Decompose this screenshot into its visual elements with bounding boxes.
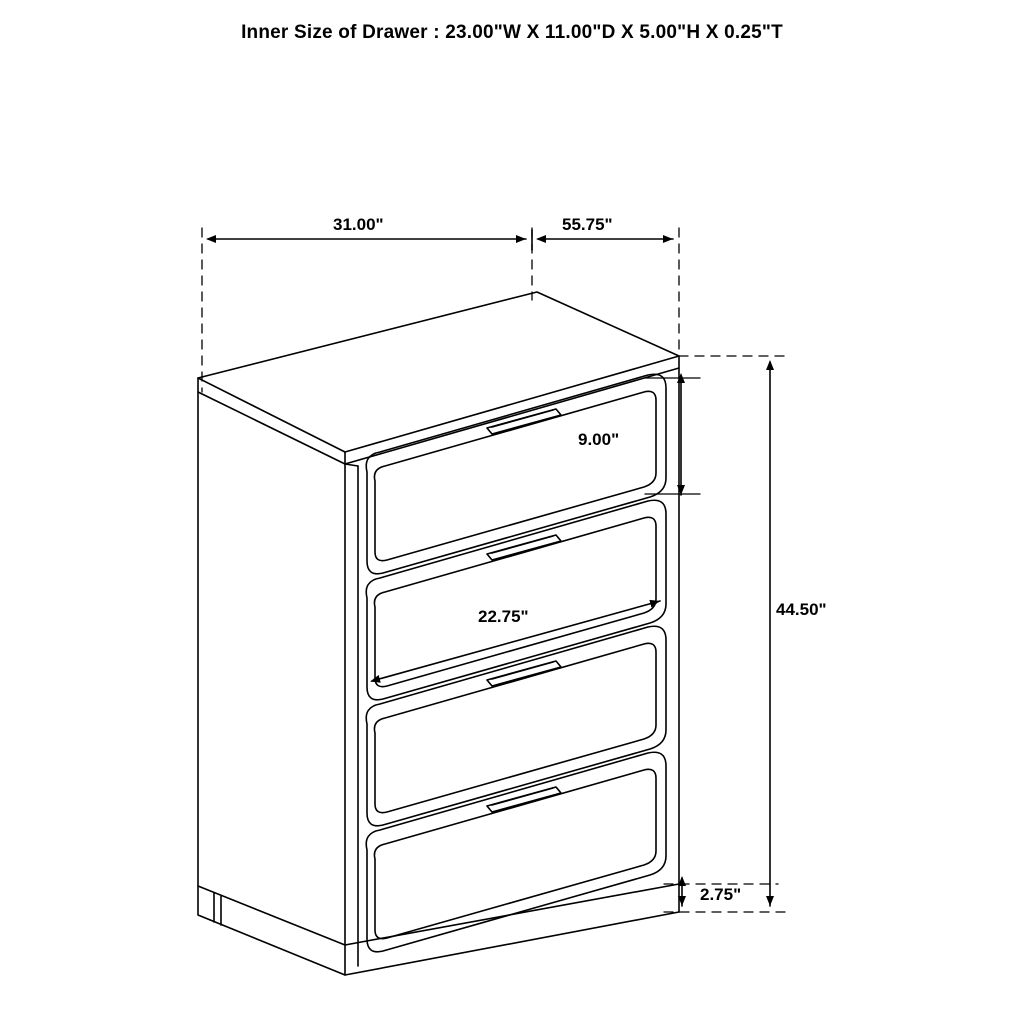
dim-label-drawer-width: 22.75" xyxy=(478,607,529,626)
dim-label-width-front: 31.00" xyxy=(333,215,384,234)
dim-label-base-height: 2.75" xyxy=(700,885,742,904)
dim-label-drawer-height: 9.00" xyxy=(578,430,620,449)
page-title: Inner Size of Drawer : 23.00"W X 11.00"D X 5.00"H X 0.25"T xyxy=(241,22,783,43)
dim-label-depth-side: 55.75" xyxy=(562,215,613,234)
dim-label-total-height: 44.50" xyxy=(776,600,827,619)
